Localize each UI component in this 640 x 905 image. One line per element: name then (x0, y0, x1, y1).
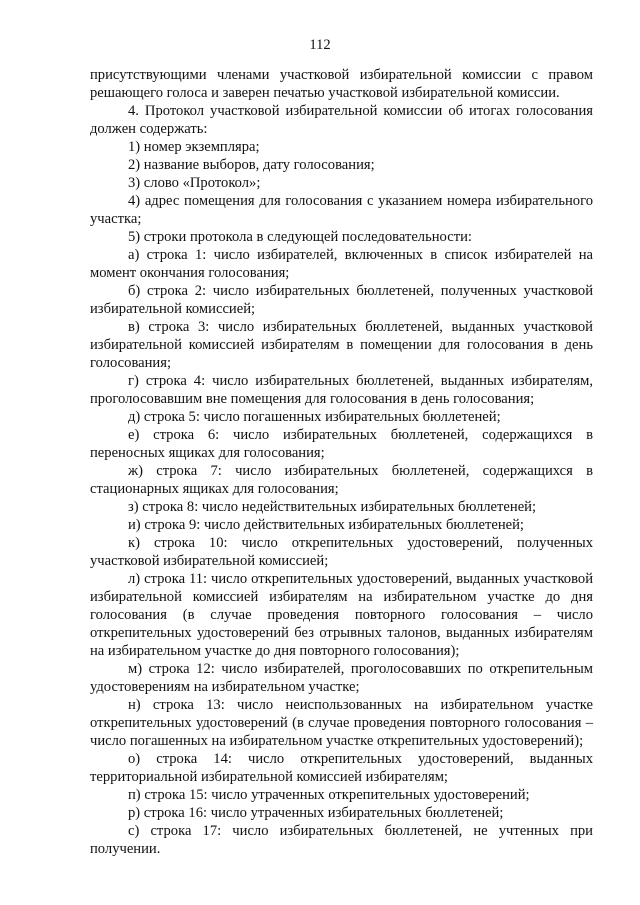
protocol-line-item: ж) строка 7: число избирательных бюллетеней, содержащихся в стационарных ящиках для голосования; (90, 463, 593, 497)
paragraph-continuation: присутствующими членами участковой избирательной комиссии с правом решающего голоса и заверен печатью участковой избирательной комиссии. (90, 67, 593, 101)
list-item: 5) строки протокола в следующей последовательности: (128, 229, 472, 245)
protocol-line-item: д) строка 5: число погашенных избирательных бюллетеней; (128, 409, 501, 425)
protocol-line-item: к) строка 10: число открепительных удостоверений, полученных участковой избирательной комиссией; (90, 535, 593, 569)
protocol-line-item: б) строка 2: число избирательных бюллетеней, полученных участковой избирательной комиссией; (90, 283, 593, 317)
page-number: 112 (309, 37, 331, 53)
protocol-line-item: о) строка 14: число открепительных удостоверений, выданных территориальной избирательной комиссией избирателям; (90, 751, 593, 785)
protocol-line-item: л) строка 11: число открепительных удостоверений, выданных участковой избирательной комиссией избирателям на избирательном участке до дня голосования (в случае проведения повторного голосования – число открепительных удостоверений без отрывных талонов, выданных избирателям на избирательном участке до дня повторного голосования); (90, 571, 593, 659)
protocol-line-item: в) строка 3: число избирательных бюллетеней, выданных участковой избирательной комиссией избирателям в помещении для голосования в день голосования; (90, 319, 593, 371)
protocol-line-item: п) строка 15: число утраченных открепительных удостоверений; (128, 787, 530, 803)
protocol-line-item: а) строка 1: число избирателей, включенных в список избирателей на момент окончания голосования; (90, 247, 593, 281)
list-item: 2) название выборов, дату голосования; (128, 157, 375, 173)
protocol-line-item: с) строка 17: число избирательных бюллетеней, не учтенных при получении. (90, 823, 593, 857)
protocol-line-item: и) строка 9: число действительных избирательных бюллетеней; (128, 517, 524, 533)
protocol-line-item: р) строка 16: число утраченных избирательных бюллетеней; (128, 805, 504, 821)
protocol-line-item: е) строка 6: число избирательных бюллетеней, содержащихся в переносных ящиках для голосования; (90, 427, 593, 461)
list-item: 3) слово «Протокол»; (128, 175, 261, 191)
protocol-line-item: з) строка 8: число недействительных избирательных бюллетеней; (128, 499, 537, 515)
protocol-line-item: м) строка 12: число избирателей, проголосовавших по открепительным удостоверениям на избирательном участке; (90, 661, 593, 695)
document-body (90, 66, 593, 858)
protocol-line-item: н) строка 13: число неиспользованных на избирательном участке открепительных удостоверений (в случае проведения повторного голосования – число погашенных на избирательном участке открепительных удостоверений); (90, 697, 593, 749)
paragraph-item-4: 4. Протокол участковой избирательной комиссии об итогах голосования должен содержать: (90, 103, 593, 137)
protocol-line-item: г) строка 4: число избирательных бюллетеней, выданных избирателям, проголосовавшим вне помещения для голосования в день голосования; (90, 373, 593, 407)
list-item: 1) номер экземпляра; (128, 139, 260, 155)
list-item: 4) адрес помещения для голосования с указанием номера избирательного участка; (90, 193, 593, 227)
